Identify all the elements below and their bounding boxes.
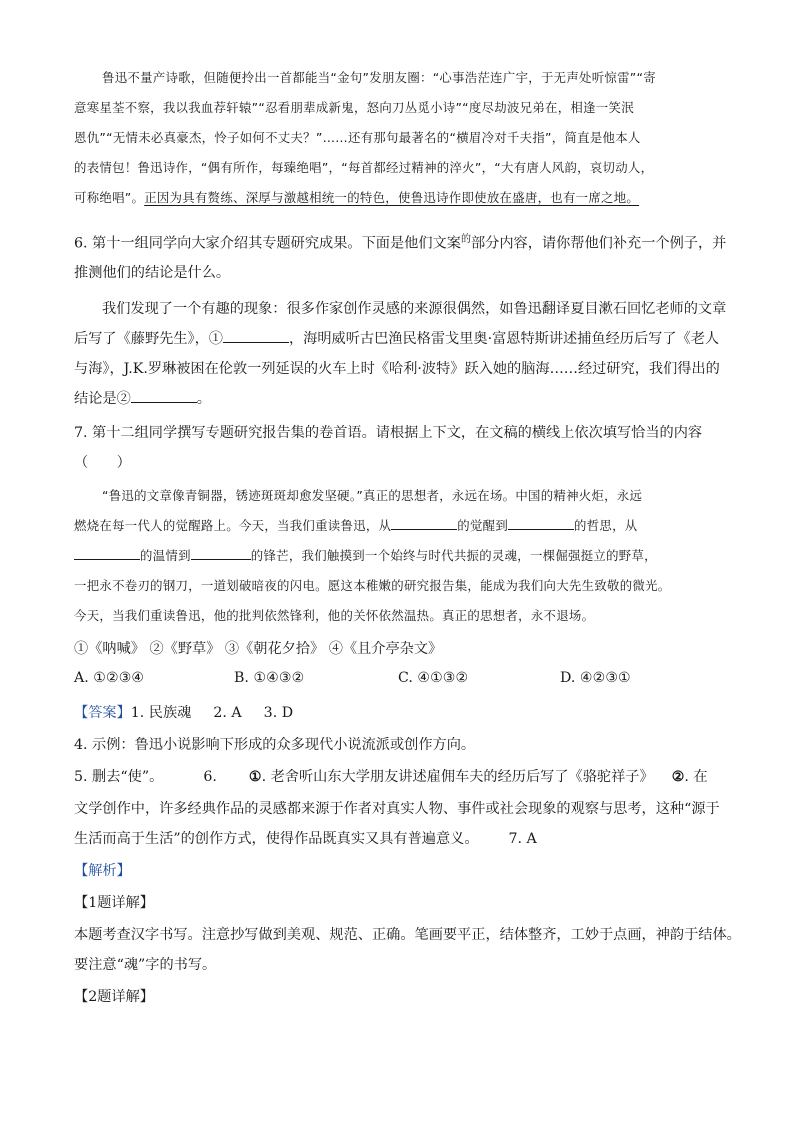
fill-blank-1[interactable] [391,517,457,530]
q6-para-4 [74,388,211,408]
q6-para-1: 我们发现了一个有趣的现象：很多作家创作灵感的来源很偶然，如鲁迅翻译夏目漱石回忆老师的文章 [102,301,727,317]
q6-para-2 [74,328,719,348]
q6-line-1 [74,230,726,253]
option-a[interactable]: A. ①②③④ [74,670,145,686]
q7-text-5: 今天，当我们重读鲁迅，他的批判依然锋利，他的关怀依然温热。真正的思想者，永不退场。 [74,608,595,623]
answer-5: 5. 删去“使”。 [74,769,164,785]
q6-para-3: 与海》，J.K.罗琳被困在伦敦一列延误的火车上时《哈利·波特》跃入她的脑海……经过研究，我们得出的 [74,361,720,377]
fill-blank-4[interactable] [191,547,251,560]
answer-3: 3. D [263,705,294,721]
q7-text-3c: 的锋芒，我们触摸到一个始终与时代共振的灵魂，一棵倔强挺立的野草， [250,548,657,563]
q7-options [74,670,631,686]
q6-stem-a: 6. 第十一组同学向大家介绍其专题研究成果。下面是他们文案 [74,235,461,252]
answer-6-line-3-text: 生活而高于生活”的创作方式，使得作品既真实又具有普遍意义。 [74,831,479,847]
circle-1: ① [248,769,262,785]
q6-para-4a: 结论是② [74,391,131,407]
poem-line-5 [74,188,639,206]
q6-mark: 的 [460,234,471,245]
underlined-sentence: 正因为具有赘练、深厚与激越相统一的特色，使鲁迅诗作即使放在盛唐，也有一席之地。 [144,190,640,205]
analysis-tag: 【解析】 [74,863,131,879]
answer-blank-1[interactable] [223,330,289,343]
answer-6-part-1: . 老舍听山东大学朋友讲述雇佣车夫的经历后写了《骆驼祥子》 [261,769,654,785]
q6-para-2a: 后写了《藤野先生》，① [74,331,223,347]
q7-text-2a: 燃烧在每一代人的觉醒路上。今天，当我们重读鲁迅，从 [74,518,392,533]
option-c[interactable]: C. ④①③② [398,670,469,686]
q7-text-3 [74,546,657,564]
answer-2: 2. A [213,705,242,721]
q7-text-2 [74,516,637,534]
q7-books: ①《呐喊》 ②《野草》 ③《朝花夕拾》 ④《且介亭杂文》 [74,641,443,657]
answer-7: 7. A [508,831,537,847]
q1-detail-heading: 【1题详解】 [74,895,154,911]
answer-6-line-2: 文学创作中，许多经典作品的灵感都来源于作者对真实人物、事件或社会现象的观察与思考，这种“源于 [74,801,720,817]
q6-para-2b: ，海明威听古巴渔民格雷戈里奥·富恩特斯讲述捕鱼经历后写了《老人 [288,331,720,347]
q7-line-2: （ ） [74,455,131,471]
q2-detail-heading: 【2题详解】 [74,989,154,1005]
answer-6-line-3 [74,828,537,848]
q6-para-4b: 。 [196,391,211,407]
circle-2: ② [671,769,685,785]
answer-4: 4. 示例：鲁迅小说影响下形成的众多现代小说流派或创作方向。 [74,737,476,753]
answer-line [74,702,293,722]
poem-line-1: 鲁迅不量产诗歌，但随便拎出一首都能当“金句”发朋友圈：“心事浩茫连广宇，于无声处听惊雷”“寄 [102,70,656,85]
q7-text-1: “鲁迅的文章像青铜器，锈迹斑斑却愈发坚硬。”真正的思想者，永远在场。中国的精神火炬，永远 [102,488,643,503]
q7-text-2c: 的哲思，从 [574,518,638,533]
answer-tag: 【答案】 [74,705,131,721]
q6-stem-b: 部分内容，请你帮他们补充一个例子，并 [470,235,727,252]
answer-1: 1. 民族魂 [130,705,192,721]
q1-detail-text-2: 要注意“魂”字的书写。 [74,957,217,973]
poem-quote-end: 可称绝唱”。 [74,190,145,205]
answer-blank-2[interactable] [131,390,197,403]
poem-line-4: 的表情包！鲁迅诗作，“偶有所作，每臻绝唱”，“每首都经过精神的淬火”，“大有唐人风韵，哀切动人， [74,160,654,175]
answer-6-part-2: . 在 [684,769,708,785]
option-b[interactable]: B. ①④③② [234,670,305,686]
q7-line-1: 7. 第十二组同学撰写专题研究报告集的卷首语。请根据上下文，在文稿的横线上依次填写恰当的内容 [74,425,703,441]
q7-text-3b: 的温情到 [140,548,191,563]
option-d[interactable]: D. ④②③① [560,670,631,686]
fill-blank-2[interactable] [508,517,574,530]
answer-6-num: 6. [203,769,217,785]
q1-detail-text-1: 本题考查汉字书写。注意抄写做到美观、规范、正确。笔画要平正，结体整齐，工妙于点画，神韵于结体。 [74,927,741,943]
poem-line-2: 意寒星荃不察，我以我血荐轩辕”“忍看朋辈成新鬼，怒向刀丛觅小诗”“度尽劫波兄弟在，相逢一笑泯 [74,100,634,115]
q6-line-2: 推测他们的结论是什么。 [74,265,231,281]
q7-text-4: 一把永不卷刃的钢刀，一道划破暗夜的闪电。愿这本稚嫩的研究报告集，能成为我们向大先生致敬的微光。 [74,578,671,593]
poem-line-3: 恩仇”“无情未必真豪杰，怜子如何不丈夫？”……还有那句最著名的“横眉冷对千夫指”，简直是他本人 [74,130,641,145]
q7-text-2b: 的觉醒到 [457,518,509,533]
answer-5-6 [74,766,708,786]
fill-blank-3[interactable] [74,547,140,560]
